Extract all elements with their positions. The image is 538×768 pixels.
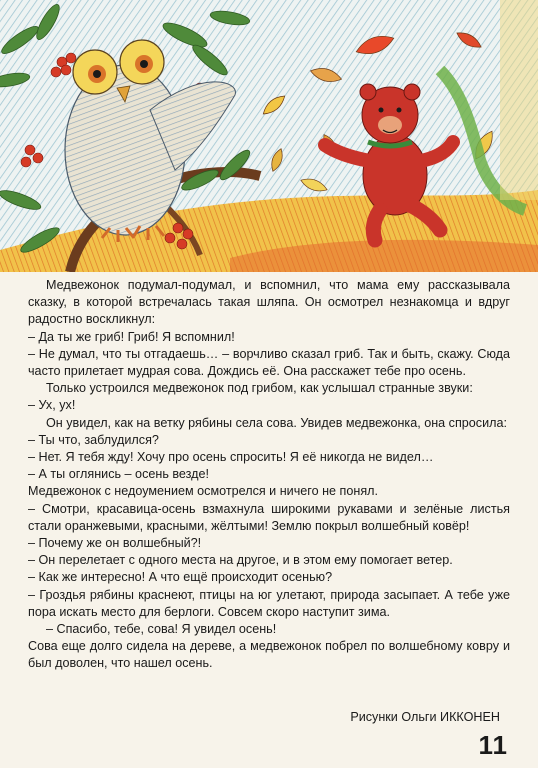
story-paragraph: – Да ты же гриб! Гриб! Я вспомнил! — [28, 329, 235, 344]
story-paragraph: Медвежонок с недоумением осмотрелся и ничего не понял. — [28, 484, 378, 499]
story-illustration — [0, 0, 538, 272]
owl-and-bear-illustration — [0, 0, 538, 272]
story-paragraph: – Он перелетает с одного места на другое, и в этом ему помогает ветер. — [28, 553, 453, 568]
story-paragraph: – Спасибо, тебе, сова! Я увидел осень! — [46, 622, 277, 637]
story-paragraph: Он увидел, как на ветку рябины села сова. Увидев медвежонка, она спросила: — [46, 415, 507, 430]
story-text — [28, 277, 510, 673]
story-paragraph: – Смотри, красавица-осень взмахнула широкими рукавами и зелёные листья стали оранжевыми, красными, жёлтыми! Землю покрыл волшебный ковёр! — [28, 501, 510, 533]
story-paragraph: – Ух, ух! — [28, 398, 76, 413]
illustration-credit: Рисунки Ольги ИККОНЕН — [350, 710, 500, 724]
story-paragraph: Только устроился медвежонок под грибом, как услышал странные звуки: — [46, 381, 473, 396]
story-paragraph: Сова еще долго сидела на дереве, а медвежонок побрел по волшебному ковру и был доволен, что нашел осень. — [28, 639, 510, 671]
story-paragraph: Медвежонок подумал-подумал, и вспомнил, что мама ему рассказывала сказку, в которой встречалась такая шляпа. Он осмотрел незнакомца и вдруг радостно воскликнул: — [28, 278, 510, 327]
story-paragraph: – Почему же он волшебный?! — [28, 536, 202, 551]
story-paragraph: – А ты оглянись – осень везде! — [28, 467, 210, 482]
page-number: 11 — [478, 730, 508, 760]
story-paragraph: – Нет. Я тебя жду! Хочу про осень спросить! Я её никогда не видел… — [28, 450, 434, 465]
story-paragraph: – Ты что, заблудился? — [28, 432, 159, 447]
story-paragraph: – Как же интересно! А что ещё происходит осенью? — [28, 570, 333, 585]
story-paragraph: – Не думал, что ты отгадаешь… – ворчливо сказал гриб. Так и быть, скажу. Сюда часто прилетает мудрая сова. Дождись её. Она расскажет тебе про осень. — [28, 346, 510, 379]
story-paragraph: – Гроздья рябины краснеют, птицы на юг улетают, природа засыпает. А тебе уже пора искать место для берлоги. Совсем скоро наступит зима. — [28, 587, 510, 619]
